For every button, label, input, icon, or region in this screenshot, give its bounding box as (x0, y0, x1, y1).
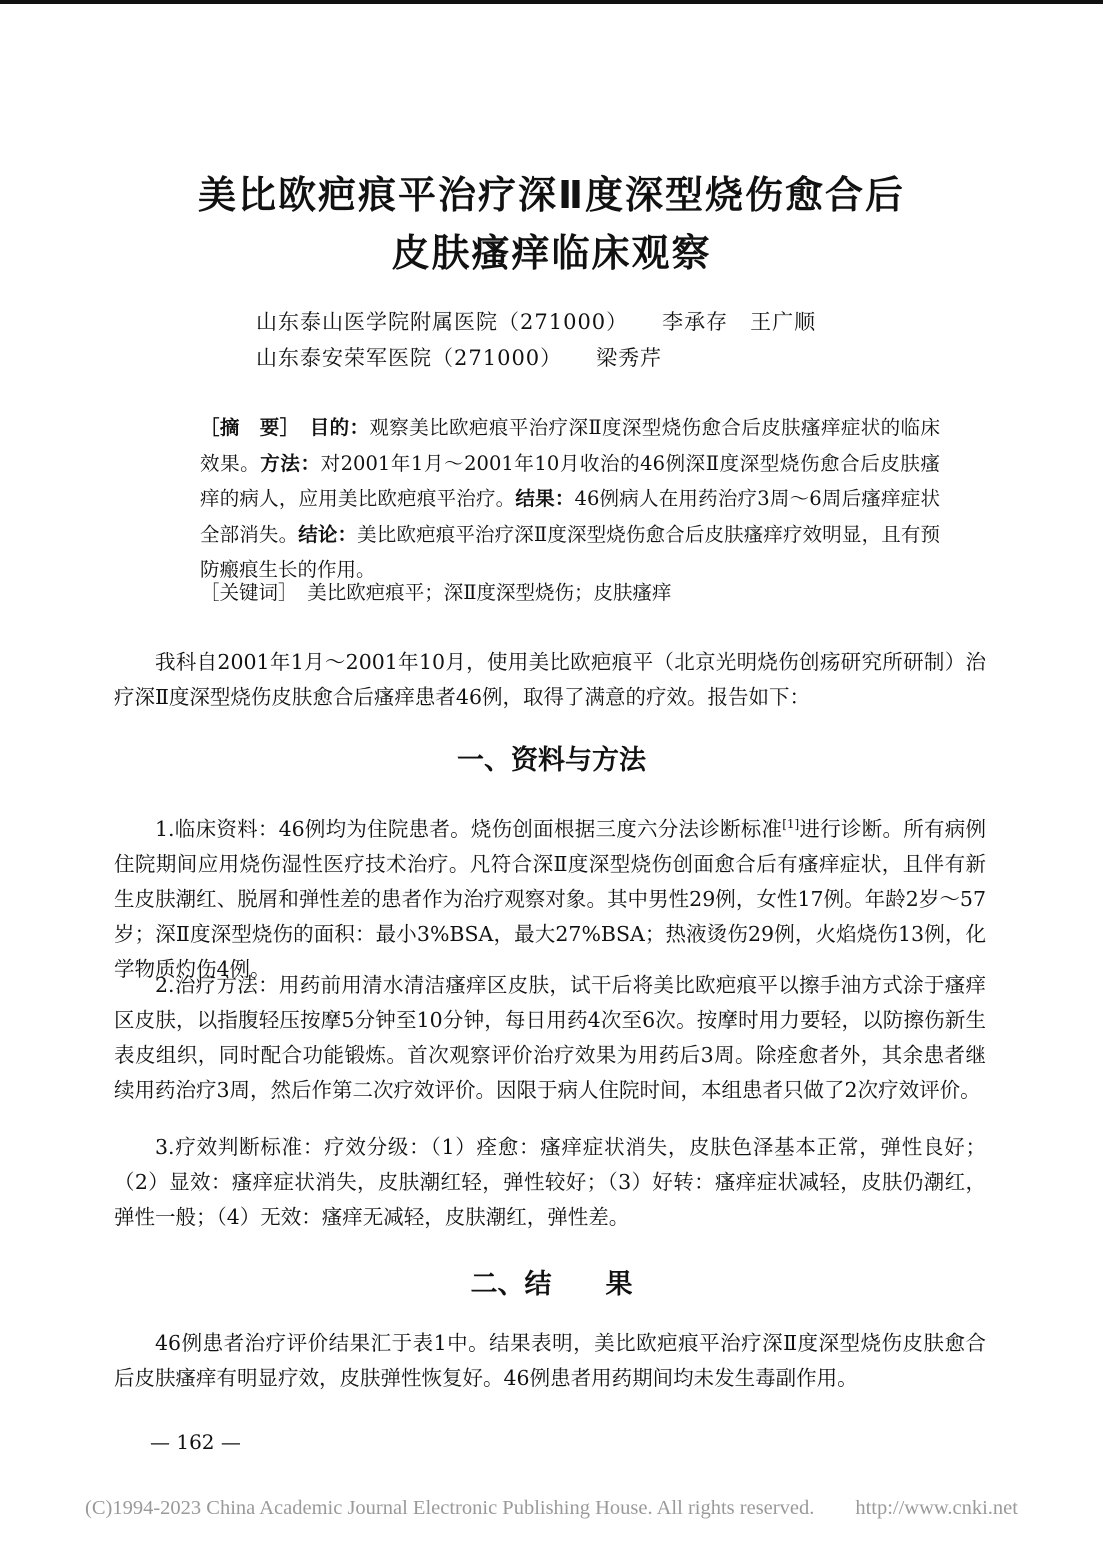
method-text: 对2001年1月～2001年10月收治的46例深Ⅱ度深型烧伤愈合后皮肤瘙痒的病人，应用美比欧疤痕平治疗。 (200, 451, 940, 510)
title-line-2: 皮肤瘙痒临床观察 (391, 231, 712, 275)
result-label: 结果： (515, 487, 575, 510)
affiliation-2 (256, 342, 662, 372)
section-heading-results: 二、结 果 (470, 1269, 633, 1300)
method-label: 方法： (260, 451, 321, 475)
keywords-tag: ［关键词］ (200, 581, 288, 604)
paragraph-results: 46例患者治疗评价结果汇于表1中。结果表明，美比欧疤痕平治疗深Ⅱ度深型烧伤皮肤愈合后皮肤瘙痒有明显疗效，皮肤弹性恢复好。46例患者用药期间均未发生毒副作用。 (114, 1331, 986, 1390)
page-number: — 162 — (150, 1430, 241, 1454)
abstract-tag: ［摘 要］ (200, 416, 290, 439)
conclusion-label: 结论： (298, 522, 358, 546)
keywords (200, 578, 940, 608)
reference-marker: [1] (782, 817, 800, 831)
affiliation-1 (256, 306, 816, 336)
institution: 山东泰安荣军医院（271000） (256, 346, 563, 370)
authors: 梁秀芹 (596, 346, 663, 370)
paragraph-clinical-data (114, 807, 986, 987)
clinical-data-text-b: 进行诊断。所有病例住院期间应用烧伤湿性医疗技术治疗。凡符合深Ⅱ度深型烧伤创面愈合后有瘙痒症状，且伴有新生皮肤潮红、脱屑和弹性差的患者作为治疗观察对象。其中男性29例，女性17例。年龄2岁～57岁；深Ⅱ度深型烧伤的面积：最小3%BSA，最大27%BSA；热液烫伤29例，火焰烧伤13例，化学物质灼伤4例。 (114, 816, 986, 981)
copyright-footer: (C)1994-2023 China Academic Journal Electronic Publishing House. All rights reserved. http://www.cnki.net (85, 1497, 1018, 1519)
title-line-1: 美比欧疤痕平治疗深Ⅱ度深型烧伤愈合后 (197, 173, 906, 217)
keywords-text: 美比欧疤痕平；深Ⅱ度深型烧伤；皮肤瘙痒 (307, 581, 672, 604)
conclusion-text: 美比欧疤痕平治疗深Ⅱ度深型烧伤愈合后皮肤瘙痒疗效明显，且有预防瘢痕生长的作用。 (200, 522, 940, 581)
objective-text: 观察美比欧疤痕平治疗深Ⅱ度深型烧伤愈合后皮肤瘙痒症状的临床效果。 (200, 416, 940, 475)
result-text: 46例病人在用药治疗3周～6周后瘙痒症状全部消失。 (200, 487, 940, 546)
institution: 山东泰山医学院附属医院（271000） (256, 310, 629, 334)
clinical-data-text-a: 1.临床资料：46例均为住院患者。烧伤创面根据三度六分法诊断标准 (155, 816, 783, 841)
abstract (200, 410, 940, 588)
paragraph-treatment-method: 2.治疗方法：用药前用清水清洁瘙痒区皮肤，试干后将美比欧疤痕平以擦手油方式涂于瘙痒区皮肤，以指腹轻压按摩5分钟至10分钟，每日用药4次至6次。按摩时用力要轻，以防擦伤新生表皮组织，同时配合功能锻炼。首次观察评价治疗效果为用药后3周。除痊愈者外，其余患者继续用药治疗3周，然后作第二次疗效评价。因限于病人住院时间，本组患者只做了2次疗效评价。 (114, 973, 986, 1102)
objective-label: 目的： (309, 416, 370, 439)
intro-paragraph: 我科自2001年1月～2001年10月，使用美比欧疤痕平（北京光明烧伤创疡研究所研制）治疗深Ⅱ度深型烧伤皮肤愈合后瘙痒患者46例，取得了满意的疗效。报告如下： (114, 650, 986, 709)
paragraph-efficacy-criteria: 3.疗效判断标准：疗效分级：（1）痊愈：瘙痒症状消失，皮肤色泽基本正常，弹性良好；（2）显效：瘙痒症状消失，皮肤潮红轻，弹性较好；（3）好转：瘙痒症状减轻，皮肤仍潮红，弹性一般；（4）无效：瘙痒无减轻，皮肤潮红，弹性差。 (114, 1135, 986, 1229)
section-heading-methods: 一、资料与方法 (457, 745, 646, 776)
authors: 李承存 王广顺 (662, 310, 817, 334)
top-rule (0, 0, 1103, 4)
